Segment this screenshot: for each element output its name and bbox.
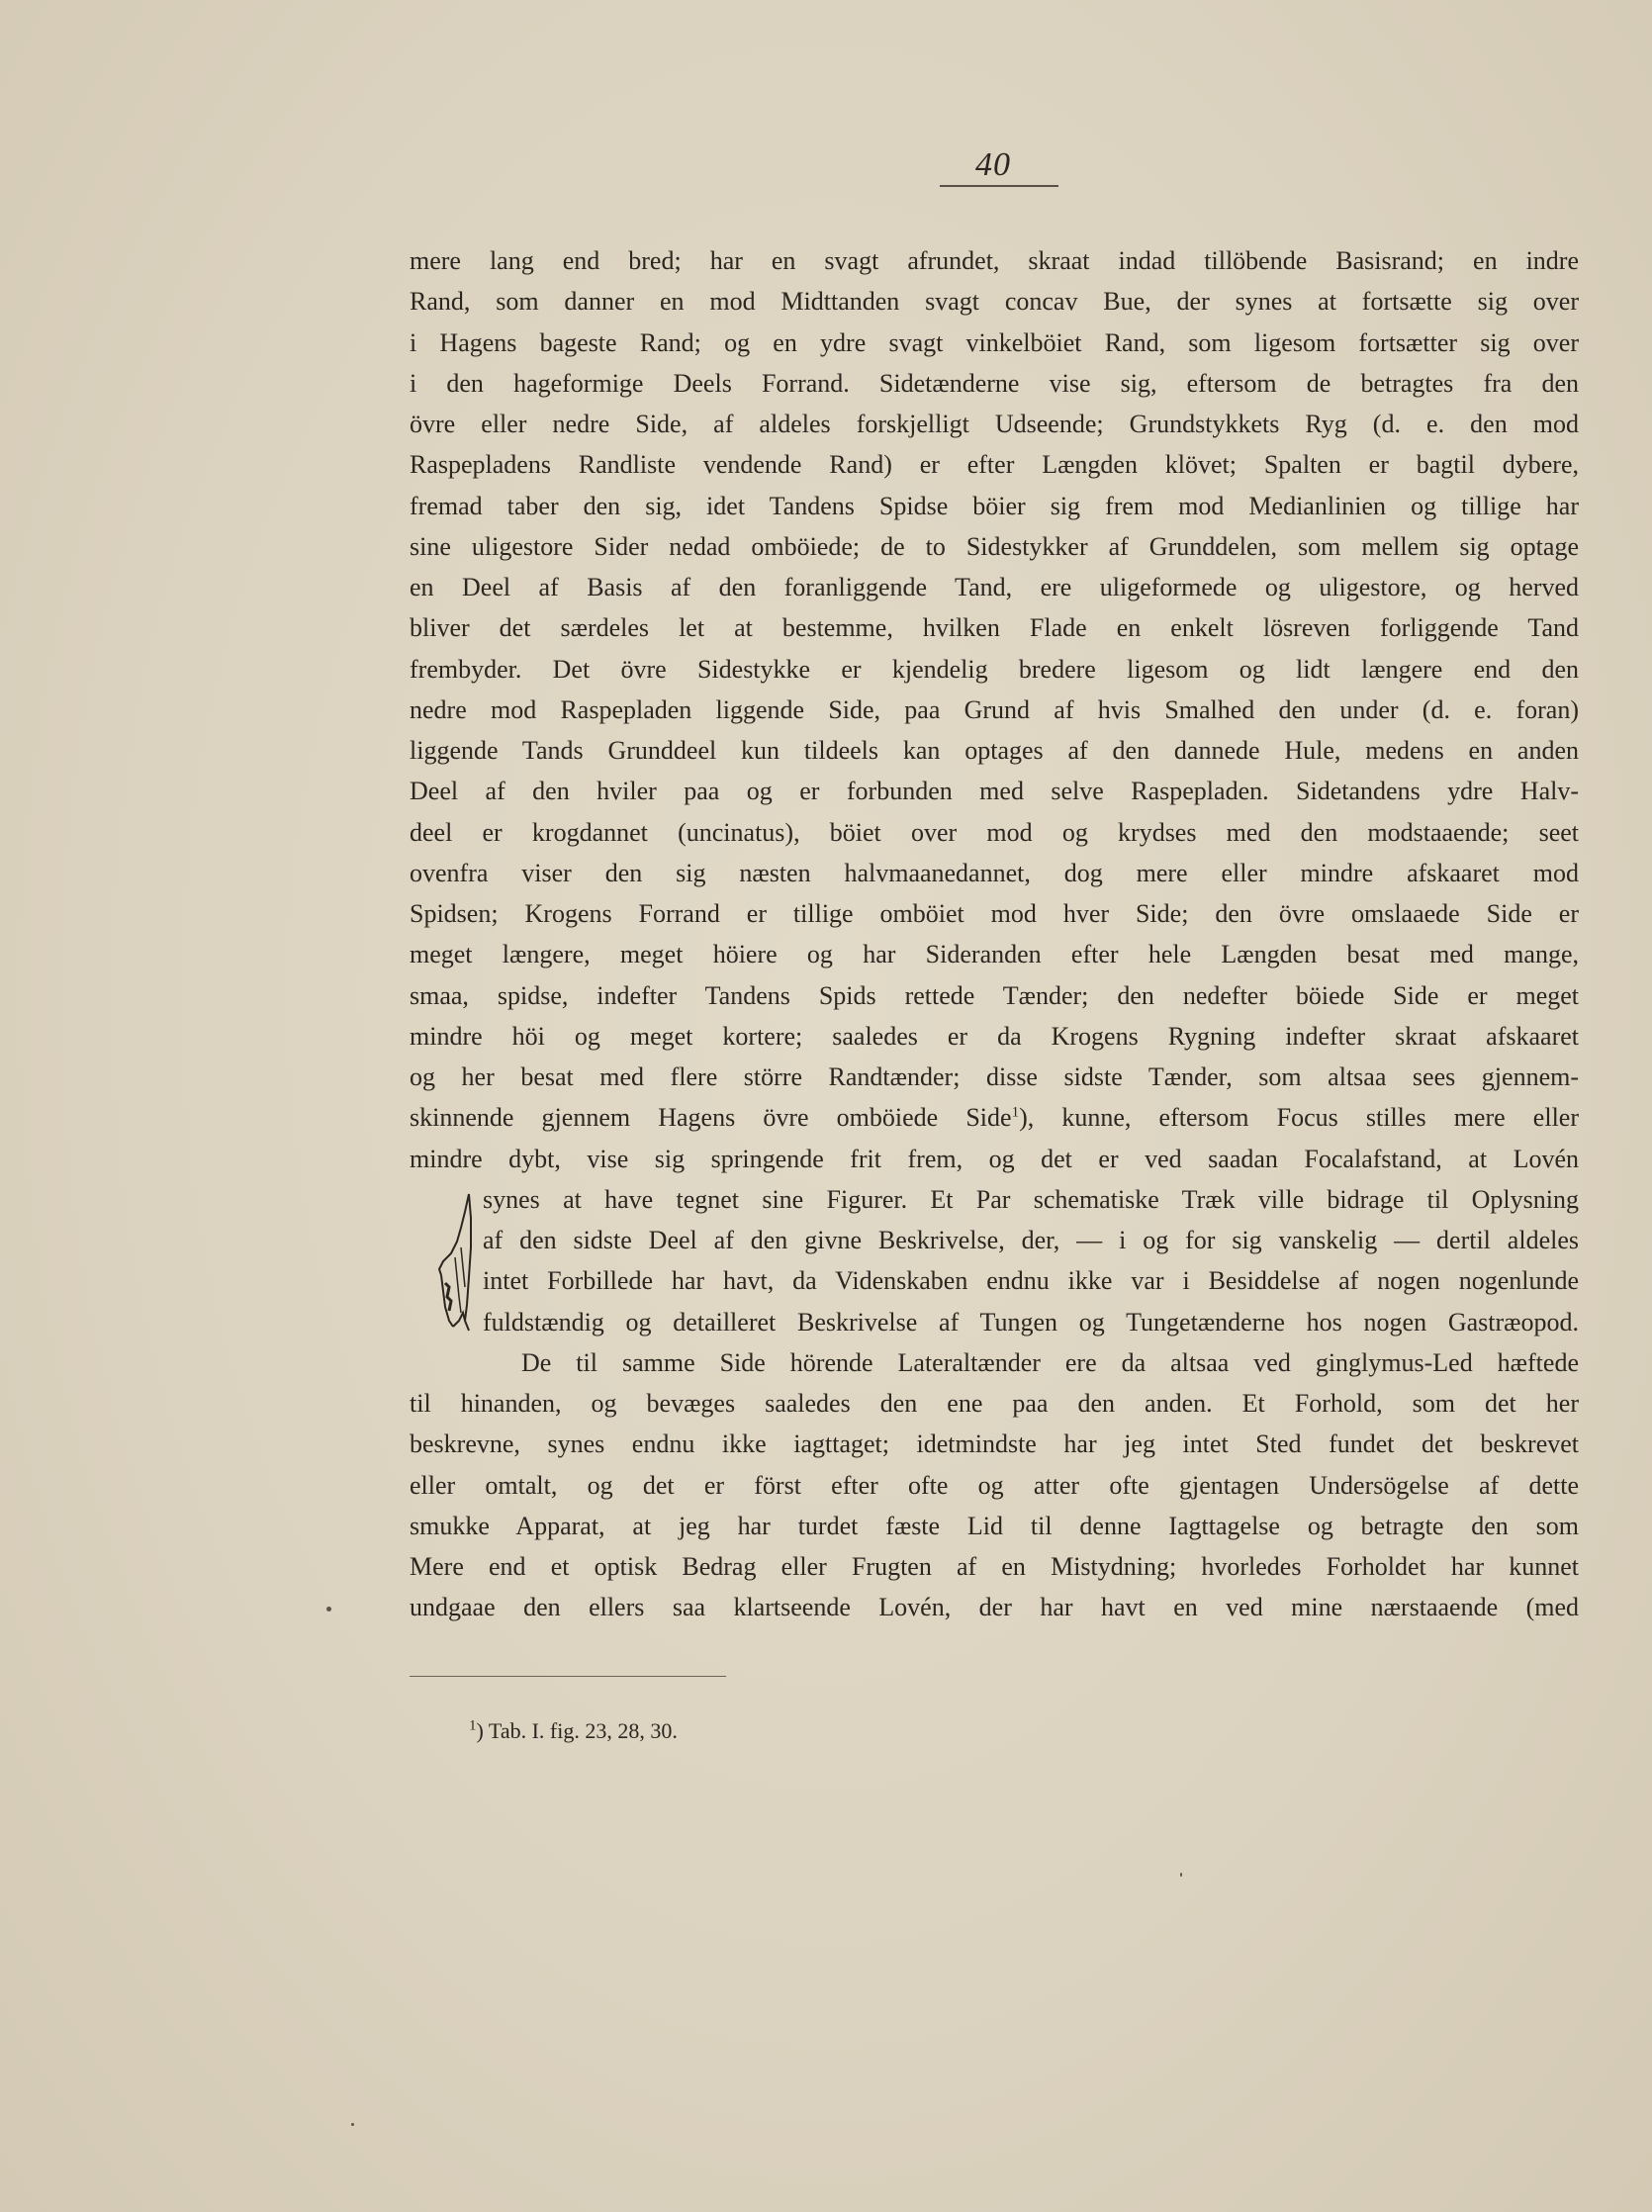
paper-speck [1180, 1873, 1182, 1877]
text-line: Raspepladens Randliste vendende Rand) er efter Længden klövet; Spalten er bagtil dybere, [410, 450, 1579, 480]
text-line: intet Forbillede har havt, da Videnskaben endnu ikke var i Besiddelse af nogen nogenlunde [483, 1266, 1579, 1296]
text-line: liggende Tands Grunddeel kun tildeels kan optages af den dannede Hule, medens en anden [410, 736, 1579, 765]
page-number: 40 [975, 146, 1011, 183]
text-line: undgaae den ellers saa klartseende Lovén, der har havt en ved mine nærstaaende (med [410, 1593, 1579, 1622]
body-text [410, 240, 1579, 1628]
text-line: ovenfra viser den sig næsten halvmaanedannet, dog mere eller mindre afskaaret mod [410, 858, 1579, 887]
text-line: smaa, spidse, indefter Tandens Spids rettede Tænder; den nedefter böiede Side er meget [410, 980, 1579, 1010]
text-line: en Deel af Basis af den foranliggende Tand, ere uligeformede og uligestore, og herved [410, 573, 1579, 601]
text-fragment: skinnende gjennem Hagens övre omböiede Side [410, 1103, 1012, 1133]
text-line: smukke Apparat, at jeg har turdet fæste Lid til denne Iagttagelse og betragte den som [410, 1511, 1579, 1540]
footnote-rule [410, 1676, 726, 1677]
tooth-sketch-icon [431, 1188, 475, 1336]
text-line: De til samme Side hörende Lateraltænder ere da altsaa ved ginglymus-Led hæftede [521, 1347, 1579, 1377]
text-line-with-footnote [410, 1097, 1579, 1138]
text-line: övre eller nedre Side, af aldeles forskjelligt Udseende; Grundstykkets Ryg (d. e. den mod [410, 410, 1579, 438]
text-line: sine uligestore Sider nedad omböiede; de to Sidestykker af Grunddelen, som mellem sig optage [410, 531, 1579, 561]
text-line: Mere end et optisk Bedrag eller Frugten af en Mistydning; hvorledes Forholdet har kunnet [410, 1552, 1579, 1581]
text-line: og her besat med flere större Randtænder; disse sidste Tænder, som altsaa sees gjennem- [410, 1062, 1579, 1091]
text-line: i Hagens bageste Rand; og en ydre svagt vinkelböiet Rand, som ligesom fortsætter sig over [410, 327, 1579, 357]
text-line: fuldstændig og detailleret Beskrivelse af Tungen og Tungetænderne hos nogen Gastræopod. [483, 1307, 1579, 1336]
text-line: deel er krogdannet (uncinatus), böiet over mod og krydses med den modstaaende; seet [410, 817, 1579, 847]
text-line: beskrevne, synes endnu ikke iagttaget; idetmindste har jeg intet Sted fundet det beskrevet [410, 1429, 1579, 1459]
page-number-underline [940, 185, 1058, 187]
paper-speck [326, 1607, 331, 1612]
text-line: mindre höi og meget kortere; saaledes er da Krogens Rygning indefter skraat afskaaret [410, 1021, 1579, 1051]
text-line: Spidsen; Krogens Forrand er tillige omböiet mod hver Side; den övre omslaaede Side er [410, 899, 1579, 928]
text-line: Rand, som danner en mod Midttanden svagt concav Bue, der synes at fortsætte sig over [410, 287, 1579, 317]
text-line: mindre dybt, vise sig springende frit frem, og det er ved saadan Focalafstand, at Lovén [410, 1144, 1579, 1173]
text-line: mere lang end bred; har en svagt afrundet, skraat indad tillöbende Basisrand; en indre [410, 246, 1579, 275]
text-line: eller omtalt, og det er först efter ofte og atter ofte gjentagen Undersögelse af dette [410, 1470, 1579, 1500]
text-line: Deel af den hviler paa og er forbunden med selve Raspepladen. Sidetandens ydre Halv- [410, 777, 1579, 806]
text-line: i den hageformige Deels Forrand. Sidetænderne vise sig, eftersom de betragtes fra den [410, 368, 1579, 398]
text-line: fremad taber den sig, idet Tandens Spidse böier sig frem mod Medianlinien og tillige har [410, 491, 1579, 520]
text-line: bliver det særdeles let at bestemme, hvilken Flade en enkelt lösreven forliggende Tand [410, 613, 1579, 643]
text-line: til hinanden, og bevæges saaledes den ene paa den anden. Et Forhold, som det her [410, 1389, 1579, 1418]
paper-speck [351, 2123, 354, 2126]
footnote-text: ) Tab. I. fig. 23, 28, 30. [476, 1718, 678, 1743]
text-line: meget længere, meget höiere og har Sideranden efter hele Længden besat med mange, [410, 940, 1579, 969]
text-line: synes at have tegnet sine Figurer. Et Par schematiske Træk ville bidrage til Oplysning [483, 1184, 1579, 1214]
text-line: af den sidste Deel af den givne Beskrivelse, der, — i og for sig vanskelig — dertil aldeles [483, 1226, 1579, 1254]
footnote [469, 1718, 678, 1744]
footnote-mark: 1 [469, 1717, 477, 1734]
text-line: nedre mod Raspepladen liggende Side, paa Grund af hvis Smalhed den under (d. e. foran) [410, 694, 1579, 724]
footnote-reference: 1 [1011, 1104, 1020, 1121]
text-line: frembyder. Det övre Sidestykke er kjendelig bredere ligesom og lidt længere end den [410, 654, 1579, 684]
text-fragment: ), kunne, eftersom Focus stilles mere eller [1019, 1103, 1579, 1133]
